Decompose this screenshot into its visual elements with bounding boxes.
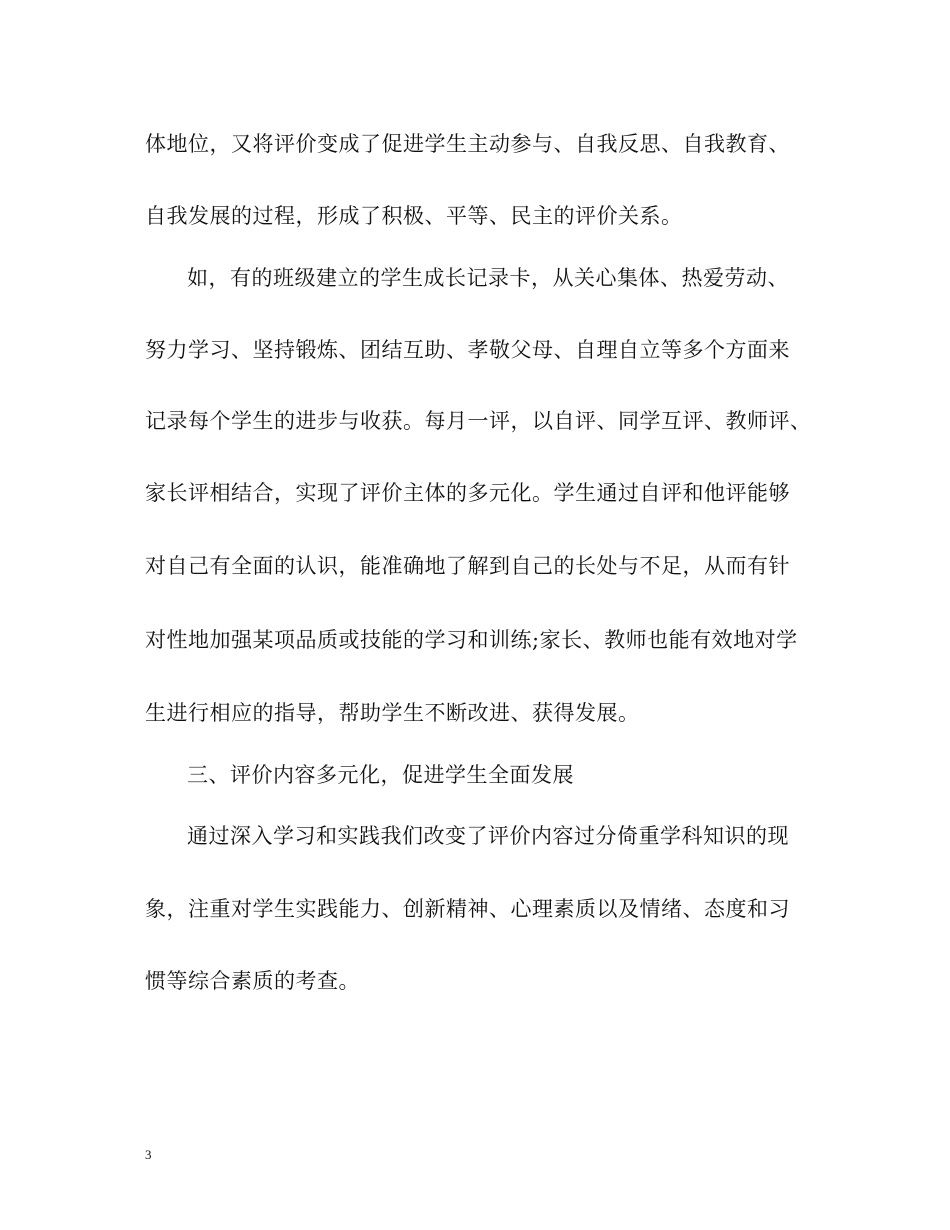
body-text-line: 家长评相结合，实现了评价主体的多元化。学生通过自评和他评能够 [145,481,790,505]
body-text-line: 象，注重对学生实践能力、创新精神、心理素质以及情绪、态度和习 [145,897,790,921]
body-text-line: 记录每个学生的进步与收获。每月一评，以自评、同学互评、教师评、 [145,409,812,433]
paragraph-start-line: 通过深入学习和实践我们改变了评价内容过分倚重学科知识的现 [187,824,789,848]
section-heading: 三、评价内容多元化，促进学生全面发展 [187,763,574,787]
body-text-line: 对自己有全面的认识，能准确地了解到自己的长处与不足，从而有针 [145,554,790,578]
body-text-line: 惯等综合素质的考查。 [145,969,360,993]
body-text-line: 自我发展的过程，形成了积极、平等、民主的评价关系。 [145,204,683,228]
body-text-line: 努力学习、坚持锻炼、团结互助、孝敬父母、自理自立等多个方面来 [145,338,790,362]
body-text-line: 体地位，又将评价变成了促进学生主动参与、自我反思、自我教育、 [145,132,790,156]
body-text-line: 对性地加强某项品质或技能的学习和训练;家长、教师也能有效地对学 [145,628,798,652]
page-number: 3 [145,1147,152,1162]
paragraph-start-line: 如，有的班级建立的学生成长记录卡，从关心集体、热爱劳动、 [187,266,789,290]
body-text-line: 生进行相应的指导，帮助学生不断改进、获得发展。 [145,701,640,725]
